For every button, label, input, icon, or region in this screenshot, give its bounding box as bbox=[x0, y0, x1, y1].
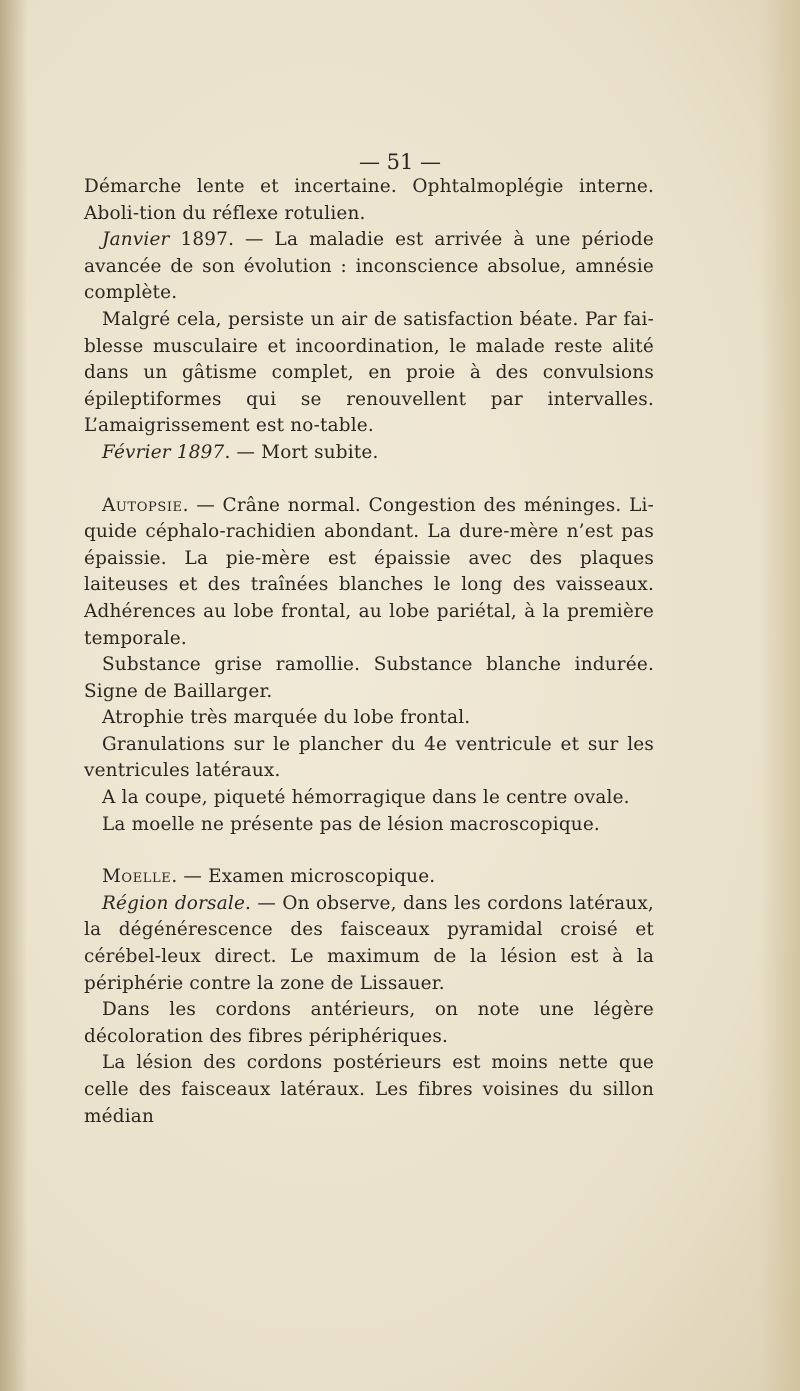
paragraph bbox=[84, 705, 654, 732]
paragraph-text: . — Crâne normal. Congestion des méninges. Li-quide céphalo-rachidien abondant. La dure-mère n’est pas épaissie. La pie-mère est épaissie avec des plaques laiteuses et des traînées blanches le long des vaisseaux. Adhérences au lobe frontal, au lobe pariétal, à la première temporale. bbox=[84, 494, 654, 649]
paragraph bbox=[84, 227, 654, 307]
paragraph-text: 1897. — La maladie est arrivée à une période avancée de son évolution : inconscience absolue, amnésie complète. bbox=[84, 229, 654, 304]
paragraph bbox=[84, 307, 654, 440]
page-shadow-right bbox=[760, 0, 800, 1391]
paragraph-text: La moelle ne présente pas de lésion macroscopique. bbox=[102, 813, 600, 835]
page-number: — 51 — bbox=[358, 150, 442, 174]
paragraph bbox=[84, 493, 654, 653]
paragraph bbox=[84, 997, 654, 1050]
paragraph-text: Dans les cordons antérieurs, on note une légère décoloration des fibres périphériques. bbox=[84, 999, 654, 1047]
paragraph bbox=[84, 174, 654, 227]
paragraph bbox=[84, 440, 654, 467]
paragraph bbox=[84, 864, 654, 891]
paragraph-text: A la coupe, piqueté hémorragique dans le centre ovale. bbox=[102, 787, 630, 809]
paragraph-text: La lésion des cordons postérieurs est moins nette que celle des faisceaux latéraux. Les fibres voisines du sillon médian bbox=[84, 1052, 654, 1127]
body-text bbox=[84, 174, 654, 1130]
section-heading: Autopsie bbox=[102, 494, 183, 516]
paragraph-text: . — Mort subite. bbox=[224, 441, 379, 463]
paragraph-text: . — On observe, dans les cordons latéraux, la dégénérescence des faisceaux pyramidal croisé et cérébel-leux direct. Le maximum de la lésion est à la périphérie contre la zone de Lissauer. bbox=[84, 892, 654, 994]
paragraph-text: Granulations sur le plancher du 4e ventricule et sur les ventricules latéraux. bbox=[84, 733, 654, 782]
paragraph bbox=[84, 1050, 654, 1130]
paragraph-text: Malgré cela, persiste un air de satisfaction béate. Par fai-blesse musculaire et incoordination, le malade reste alité dans un gâtisme complet, en proie à des convulsions épileptiformes qui se renouvellent par intervalles. L’amaigrissement est no-table. bbox=[84, 308, 654, 437]
subsection-heading: Région dorsale bbox=[102, 892, 246, 914]
paragraph bbox=[84, 732, 654, 785]
paragraph-text: . — Examen microscopique. bbox=[171, 866, 436, 888]
paragraph bbox=[84, 891, 654, 997]
paragraph bbox=[84, 652, 654, 705]
date-heading: Janvier bbox=[102, 229, 170, 251]
paragraph bbox=[84, 785, 654, 812]
paragraph-text: Atrophie très marquée du lobe frontal. bbox=[102, 707, 471, 729]
section-heading: Moelle bbox=[102, 866, 172, 888]
paragraph bbox=[84, 812, 654, 839]
paragraph-text: Démarche lente et incertaine. Ophtalmoplégie interne. Aboli-tion du réflexe rotulien. bbox=[84, 176, 654, 224]
page-shadow-left bbox=[0, 0, 28, 1391]
paragraph-text: Substance grise ramollie. Substance blanche indurée. Signe de Baillarger. bbox=[84, 654, 654, 702]
date-heading: Février 1897 bbox=[102, 441, 225, 463]
